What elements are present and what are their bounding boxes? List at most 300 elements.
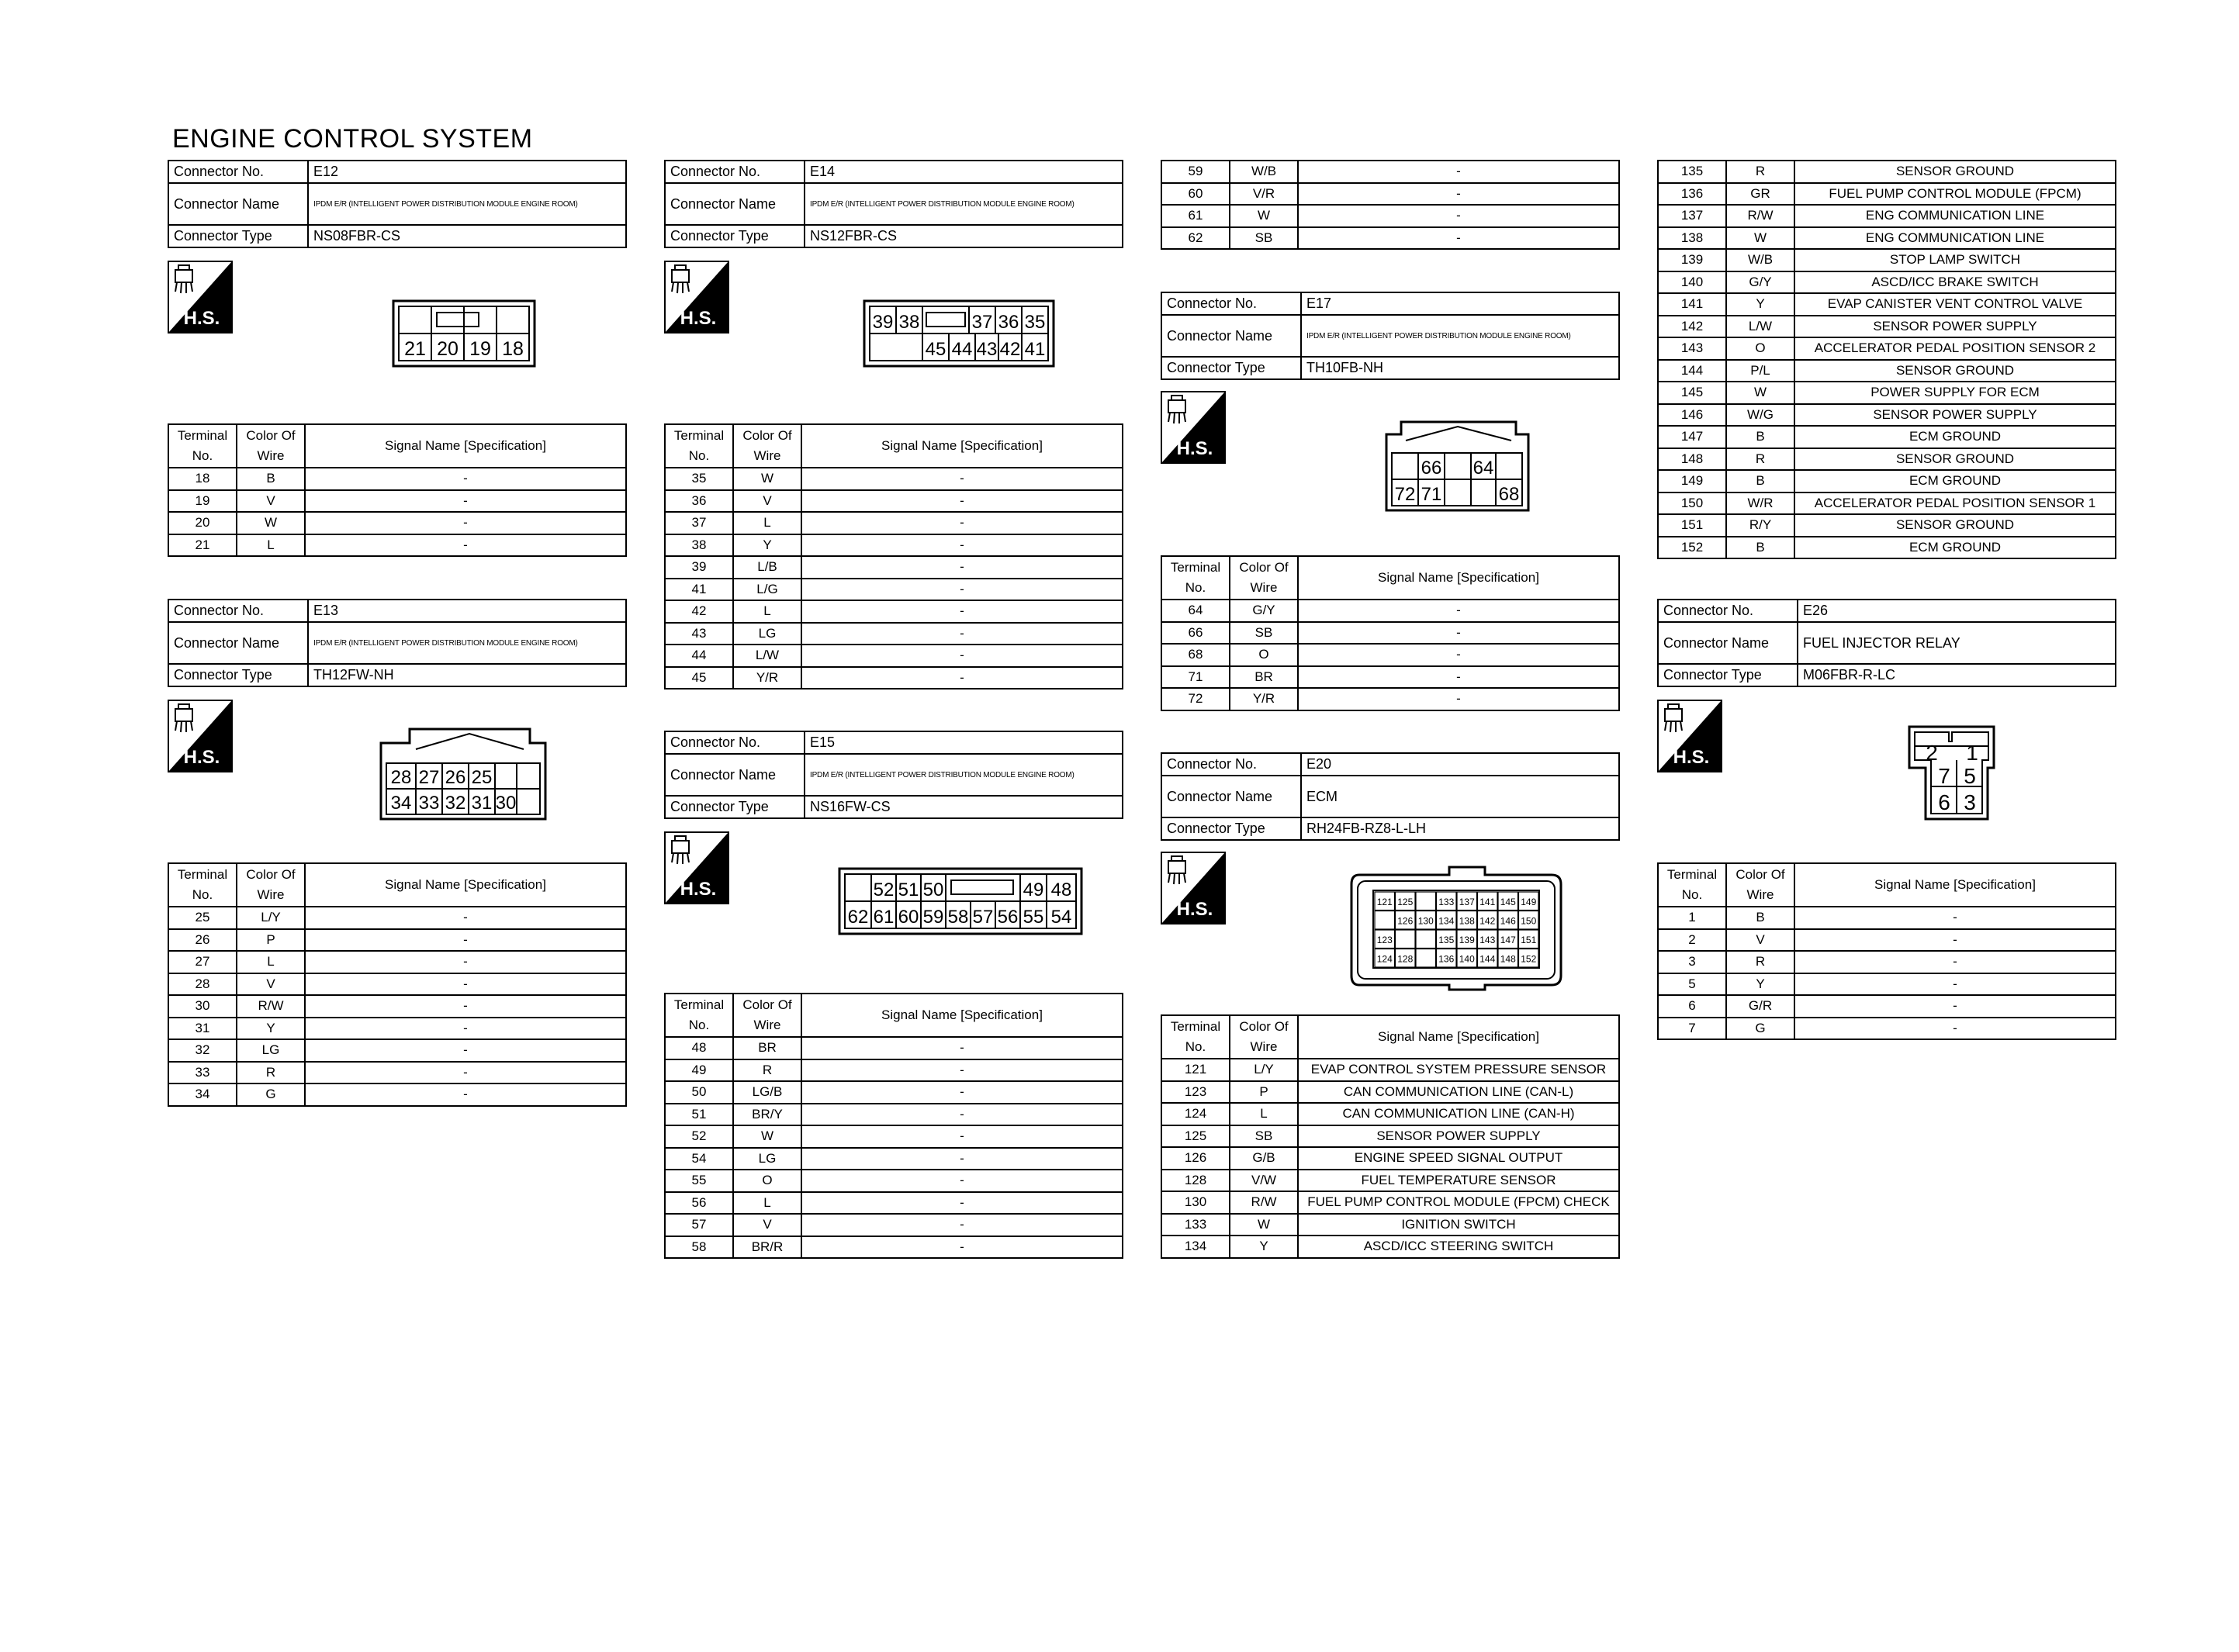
signal-name-cell: - <box>801 490 1123 513</box>
table-row <box>1658 360 2116 382</box>
label-connector-type: Connector Type <box>665 796 805 818</box>
signal-name-cell: POWER SUPPLY FOR ECM <box>1794 382 2116 404</box>
pin-label: 71 <box>1421 484 1442 505</box>
terminal-no-cell: 34 <box>168 1083 237 1106</box>
table-row <box>168 907 626 929</box>
table-row <box>168 1039 626 1062</box>
hs-badge-label: H.S. <box>680 879 717 900</box>
terminal-no-header: Terminal No. <box>665 424 733 468</box>
pin-label: 20 <box>437 338 459 360</box>
label-connector-no: Connector No. <box>665 731 805 754</box>
connector-e20-diagram <box>1348 864 1566 997</box>
terminal-no-cell: 59 <box>1161 161 1230 183</box>
terminal-no-cell: 142 <box>1658 316 1726 338</box>
terminal-no-cell: 18 <box>168 468 237 490</box>
harness-side-badge <box>1161 391 1226 464</box>
connector-e15-header <box>664 731 1123 819</box>
terminal-no-cell: 54 <box>665 1148 733 1170</box>
signal-name-cell: - <box>305 1062 626 1084</box>
wire-color-cell: R <box>1726 448 1794 471</box>
wire-color-cell: SB <box>1230 1125 1298 1148</box>
table-row <box>168 1018 626 1040</box>
signal-name-cell: - <box>305 490 626 513</box>
wire-color-cell: Y <box>1230 1236 1298 1258</box>
pin-label: 36 <box>998 312 1019 333</box>
connector-no-value: E12 <box>308 161 626 183</box>
table-row <box>1161 1125 1619 1148</box>
page-title: ENGINE CONTROL SYSTEM <box>172 124 533 154</box>
signal-name-header: Signal Name [Specification] <box>1298 556 1619 600</box>
terminal-no-cell: 32 <box>168 1039 237 1062</box>
signal-name-cell: FUEL TEMPERATURE SENSOR <box>1298 1170 1619 1192</box>
pin-label: 133 <box>1438 897 1455 907</box>
signal-name-cell: ENG COMMUNICATION LINE <box>1794 227 2116 250</box>
connector-e20-continued-table <box>1657 160 2116 559</box>
terminal-no-cell: 147 <box>1658 426 1726 448</box>
table-row <box>1161 183 1619 206</box>
hs-badge-label: H.S. <box>183 747 220 768</box>
signal-name-cell: SENSOR POWER SUPPLY <box>1794 316 2116 338</box>
wire-color-cell: B <box>1726 470 1794 492</box>
pin-label: 54 <box>1050 907 1072 928</box>
pin-label: 143 <box>1479 935 1496 945</box>
wire-color-cell: BR <box>733 1037 801 1059</box>
connector-e14-diagram <box>863 299 1057 373</box>
table-row <box>1658 514 2116 537</box>
signal-name-cell: - <box>1298 205 1619 227</box>
terminal-no-cell: 149 <box>1658 470 1726 492</box>
terminal-no-cell: 143 <box>1658 337 1726 360</box>
wire-color-cell: L <box>237 534 305 557</box>
table-row <box>665 490 1123 513</box>
table-row <box>1658 293 2116 316</box>
pin-label: 55 <box>1023 907 1044 928</box>
wire-color-cell: W <box>733 1125 801 1148</box>
terminal-no-cell: 6 <box>1658 995 1726 1018</box>
terminal-no-cell: 43 <box>665 623 733 645</box>
pin-label: 128 <box>1397 953 1414 965</box>
pin-label: 38 <box>898 312 920 333</box>
table-row <box>1161 1170 1619 1192</box>
terminal-no-cell: 61 <box>1161 205 1230 227</box>
signal-name-cell: - <box>801 1104 1123 1126</box>
terminal-no-cell: 72 <box>1161 688 1230 710</box>
pin-label: 57 <box>972 907 994 928</box>
pin-label: 42 <box>999 339 1021 360</box>
connector-name-value: IPDM E/R (INTELLIGENT POWER DISTRIBUTION MODULE ENGINE ROOM) <box>308 622 626 664</box>
wire-color-cell: V <box>733 1214 801 1236</box>
harness-side-badge <box>664 831 729 904</box>
terminal-no-cell: 60 <box>1161 183 1230 206</box>
connector-type-value: TH12FW-NH <box>308 664 626 686</box>
connector-type-value: TH10FB-NH <box>1301 357 1619 379</box>
signal-name-cell: - <box>305 995 626 1018</box>
table-row <box>1658 205 2116 227</box>
wire-color-cell: R <box>1726 951 1794 973</box>
pin-label: 68 <box>1498 484 1520 505</box>
signal-name-cell: - <box>1298 622 1619 645</box>
terminal-no-cell: 28 <box>168 973 237 996</box>
terminal-no-cell: 64 <box>1161 600 1230 622</box>
connector-name-value: FUEL INJECTOR RELAY <box>1798 622 2116 664</box>
table-row <box>1658 382 2116 404</box>
signal-name-cell: - <box>1794 929 2116 952</box>
table-row <box>1161 1214 1619 1236</box>
wire-color-cell: G/Y <box>1230 600 1298 622</box>
terminal-no-cell: 50 <box>665 1081 733 1104</box>
table-row <box>1658 227 2116 250</box>
wire-color-cell: Y <box>1726 973 1794 996</box>
signal-name-cell: FUEL PUMP CONTROL MODULE (FPCM) CHECK <box>1298 1191 1619 1214</box>
color-of-wire-header: Color Of Wire <box>237 424 305 468</box>
terminal-no-cell: 133 <box>1161 1214 1230 1236</box>
table-row <box>1161 205 1619 227</box>
signal-name-cell: - <box>305 468 626 490</box>
color-of-wire-header: Color Of Wire <box>1230 1015 1298 1059</box>
pin-label: 60 <box>898 907 919 928</box>
terminal-no-cell: 58 <box>665 1236 733 1259</box>
signal-name-cell: - <box>305 973 626 996</box>
signal-name-cell: ECM GROUND <box>1794 537 2116 559</box>
pin-label: 152 <box>1521 953 1537 965</box>
table-row <box>168 468 626 490</box>
table-row <box>665 1104 1123 1126</box>
table-row <box>665 1148 1123 1170</box>
wire-color-cell: G <box>1726 1018 1794 1040</box>
wire-color-cell: W <box>1230 205 1298 227</box>
table-row <box>665 1059 1123 1082</box>
terminal-no-cell: 49 <box>665 1059 733 1082</box>
pin-label: 149 <box>1521 897 1537 907</box>
pin-label: 18 <box>502 338 524 360</box>
terminal-no-cell: 135 <box>1658 161 1726 183</box>
terminal-no-cell: 42 <box>665 600 733 623</box>
wire-color-cell: LG/B <box>733 1081 801 1104</box>
table-row <box>168 1083 626 1106</box>
signal-name-cell: - <box>801 1059 1123 1082</box>
terminal-no-cell: 144 <box>1658 360 1726 382</box>
pin-label: 32 <box>445 793 466 814</box>
signal-name-cell: - <box>305 512 626 534</box>
table-row <box>665 579 1123 601</box>
pin-label: 39 <box>872 312 894 333</box>
table-row <box>1658 951 2116 973</box>
terminal-no-cell: 152 <box>1658 537 1726 559</box>
wire-color-cell: O <box>1230 644 1298 666</box>
pin-cavity <box>1416 930 1436 949</box>
terminal-no-cell: 21 <box>168 534 237 557</box>
pin-label: 52 <box>873 880 895 900</box>
wire-color-cell: L/Y <box>237 907 305 929</box>
terminal-no-cell: 66 <box>1161 622 1230 645</box>
wire-color-cell: L <box>733 512 801 534</box>
table-row <box>168 973 626 996</box>
table-row <box>1161 622 1619 645</box>
pin-label: 44 <box>951 339 973 360</box>
wire-color-cell: LG <box>237 1039 305 1062</box>
label-connector-no: Connector No. <box>1161 292 1301 315</box>
terminal-no-cell: 1 <box>1658 907 1726 929</box>
terminal-no-cell: 141 <box>1658 293 1726 316</box>
label-connector-name: Connector Name <box>1658 622 1798 664</box>
pin-label: 35 <box>1024 312 1046 333</box>
wire-color-cell: O <box>733 1170 801 1192</box>
terminal-no-cell: 25 <box>168 907 237 929</box>
signal-name-cell: - <box>801 1214 1123 1236</box>
signal-name-header: Signal Name [Specification] <box>305 863 626 907</box>
signal-name-cell: - <box>305 1039 626 1062</box>
wire-color-cell: O <box>1726 337 1794 360</box>
table-row <box>665 623 1123 645</box>
wire-color-cell: L <box>1230 1103 1298 1125</box>
pin-label: 126 <box>1397 915 1414 927</box>
wire-color-cell: L <box>733 1192 801 1215</box>
terminal-no-cell: 27 <box>168 951 237 973</box>
pin-label: 150 <box>1521 915 1537 927</box>
terminal-no-cell: 36 <box>665 490 733 513</box>
table-row <box>1658 249 2116 271</box>
pin-label: 25 <box>471 767 493 788</box>
table-row <box>1658 1018 2116 1040</box>
table-row <box>168 512 626 534</box>
pin-label: 72 <box>1394 484 1416 505</box>
wire-color-cell: W <box>1726 382 1794 404</box>
table-row <box>1658 470 2116 492</box>
wire-color-cell: B <box>1726 426 1794 448</box>
wire-color-cell: B <box>1726 537 1794 559</box>
connector-e14-terminal-table <box>664 423 1123 689</box>
table-row <box>1161 666 1619 689</box>
connector-e20-terminal-table <box>1161 1014 1620 1259</box>
harness-side-badge <box>1161 852 1226 924</box>
table-row <box>1161 1081 1619 1104</box>
terminal-no-cell: 136 <box>1658 183 1726 206</box>
wire-color-cell: W <box>733 468 801 490</box>
signal-name-cell: - <box>1794 1018 2116 1040</box>
wire-color-cell: L/G <box>733 579 801 601</box>
signal-name-cell: - <box>1298 183 1619 206</box>
pin-cavity <box>1375 911 1395 930</box>
wire-color-cell: LG <box>733 1148 801 1170</box>
pin-label: 37 <box>971 312 993 333</box>
connector-name-value: IPDM E/R (INTELLIGENT POWER DISTRIBUTION MODULE ENGINE ROOM) <box>1301 315 1619 357</box>
pin-label: 30 <box>495 793 517 814</box>
label-connector-type: Connector Type <box>1658 664 1798 686</box>
pin-label: 49 <box>1023 880 1044 900</box>
harness-side-badge <box>168 261 233 334</box>
wire-color-cell: Y <box>733 534 801 557</box>
color-of-wire-header: Color Of Wire <box>237 863 305 907</box>
table-row <box>665 1170 1123 1192</box>
table-row <box>168 1062 626 1084</box>
signal-name-cell: SENSOR POWER SUPPLY <box>1298 1125 1619 1148</box>
connector-name-value: IPDM E/R (INTELLIGENT POWER DISTRIBUTION MODULE ENGINE ROOM) <box>308 183 626 225</box>
pin-label: 31 <box>471 793 493 814</box>
pin-label: 19 <box>469 338 491 360</box>
signal-name-cell: - <box>305 951 626 973</box>
signal-name-cell: ACCELERATOR PEDAL POSITION SENSOR 1 <box>1794 492 2116 515</box>
signal-name-cell: - <box>801 600 1123 623</box>
signal-name-cell: - <box>1298 644 1619 666</box>
terminal-no-cell: 48 <box>665 1037 733 1059</box>
pin-label: 125 <box>1397 897 1414 907</box>
table-row <box>665 1214 1123 1236</box>
terminal-no-cell: 7 <box>1658 1018 1726 1040</box>
pin-label: 27 <box>418 767 440 788</box>
wire-color-cell: V <box>237 973 305 996</box>
connector-name-value: IPDM E/R (INTELLIGENT POWER DISTRIBUTION MODULE ENGINE ROOM) <box>805 754 1123 796</box>
wire-color-cell: G/Y <box>1726 271 1794 294</box>
terminal-no-cell: 71 <box>1161 666 1230 689</box>
harness-side-badge <box>1657 700 1722 772</box>
pin-label: 141 <box>1479 897 1496 907</box>
signal-name-header: Signal Name [Specification] <box>801 994 1123 1037</box>
label-connector-name: Connector Name <box>168 622 308 664</box>
terminal-no-cell: 148 <box>1658 448 1726 471</box>
signal-name-cell: ENGINE SPEED SIGNAL OUTPUT <box>1298 1147 1619 1170</box>
wire-color-cell: B <box>1726 907 1794 929</box>
wire-color-cell: W/B <box>1230 161 1298 183</box>
pin-label: 147 <box>1500 935 1516 945</box>
label-connector-name: Connector Name <box>1161 776 1301 817</box>
pin-cavity <box>1416 892 1436 911</box>
pin-label: 137 <box>1459 897 1475 907</box>
connector-e15-continued-table <box>1161 160 1620 250</box>
signal-name-cell: SENSOR GROUND <box>1794 161 2116 183</box>
connector-e26-terminal-table <box>1657 862 2116 1040</box>
pin-label: 59 <box>922 907 944 928</box>
terminal-no-cell: 2 <box>1658 929 1726 952</box>
table-row <box>1161 1103 1619 1125</box>
table-row <box>665 1125 1123 1148</box>
label-connector-name: Connector Name <box>168 183 308 225</box>
pin-label: 121 <box>1376 897 1393 907</box>
pin-label: 136 <box>1438 953 1455 965</box>
wire-color-cell: W/B <box>1726 249 1794 271</box>
pin-label: 145 <box>1500 897 1516 907</box>
pin-label: 7 <box>1938 764 1950 788</box>
terminal-no-cell: 51 <box>665 1104 733 1126</box>
signal-name-cell: SENSOR GROUND <box>1794 360 2116 382</box>
table-row <box>1658 161 2116 183</box>
connector-no-value: E20 <box>1301 753 1619 776</box>
pin-label: 34 <box>390 793 412 814</box>
signal-name-cell: - <box>305 534 626 557</box>
terminal-no-cell: 124 <box>1161 1103 1230 1125</box>
wire-color-cell: R/W <box>237 995 305 1018</box>
terminal-no-header: Terminal No. <box>168 863 237 907</box>
signal-name-cell: SENSOR POWER SUPPLY <box>1794 404 2116 427</box>
signal-name-cell: - <box>801 667 1123 689</box>
connector-e12-header <box>168 160 627 248</box>
connector-name-value: ECM <box>1301 776 1619 817</box>
signal-name-cell: STOP LAMP SWITCH <box>1794 249 2116 271</box>
terminal-no-cell: 3 <box>1658 951 1726 973</box>
wire-color-cell: Y <box>1726 293 1794 316</box>
pin-label: 124 <box>1376 953 1393 965</box>
signal-name-cell: - <box>1298 227 1619 250</box>
signal-name-cell: CAN COMMUNICATION LINE (CAN-L) <box>1298 1081 1619 1104</box>
table-row <box>168 534 626 557</box>
wire-color-cell: R/W <box>1726 205 1794 227</box>
terminal-no-cell: 62 <box>1161 227 1230 250</box>
wire-color-cell: L <box>237 951 305 973</box>
hs-badge-label: H.S. <box>1176 438 1213 459</box>
connector-e12-diagram <box>392 299 539 373</box>
signal-name-cell: - <box>801 556 1123 579</box>
label-connector-no: Connector No. <box>168 161 308 183</box>
terminal-no-cell: 140 <box>1658 271 1726 294</box>
table-row <box>665 468 1123 490</box>
wire-color-cell: P <box>1230 1081 1298 1104</box>
terminal-no-cell: 137 <box>1658 205 1726 227</box>
connector-e17-terminal-table <box>1161 555 1620 711</box>
terminal-no-cell: 19 <box>168 490 237 513</box>
signal-name-cell: - <box>1298 161 1619 183</box>
table-row <box>1161 688 1619 710</box>
wire-color-cell: W <box>1230 1214 1298 1236</box>
wire-color-cell: V <box>1726 929 1794 952</box>
table-row <box>665 600 1123 623</box>
pin-label: 1 <box>1966 741 1978 765</box>
table-row <box>1658 973 2116 996</box>
table-row <box>1161 644 1619 666</box>
connector-no-value: E26 <box>1798 600 2116 622</box>
table-row <box>1658 404 2116 427</box>
connector-e26-diagram <box>1907 724 1997 826</box>
terminal-no-cell: 128 <box>1161 1170 1230 1192</box>
terminal-no-cell: 39 <box>665 556 733 579</box>
table-row <box>1658 537 2116 559</box>
signal-name-cell: - <box>1794 907 2116 929</box>
connector-no-value: E14 <box>805 161 1123 183</box>
terminal-no-header: Terminal No. <box>1658 863 1726 907</box>
connector-e14-header <box>664 160 1123 248</box>
signal-name-cell: ECM GROUND <box>1794 470 2116 492</box>
terminal-no-header: Terminal No. <box>168 424 237 468</box>
signal-name-cell: ENG COMMUNICATION LINE <box>1794 205 2116 227</box>
table-row <box>665 1081 1123 1104</box>
terminal-no-cell: 125 <box>1161 1125 1230 1148</box>
table-row <box>665 1037 1123 1059</box>
connector-e13-diagram <box>379 723 549 828</box>
connector-no-value: E17 <box>1301 292 1619 315</box>
terminal-no-header: Terminal No. <box>1161 1015 1230 1059</box>
wire-color-cell: P/L <box>1726 360 1794 382</box>
pin-label: 28 <box>390 767 412 788</box>
connector-e15-terminal-table <box>664 993 1123 1259</box>
terminal-no-cell: 30 <box>168 995 237 1018</box>
pin-label: 2 <box>1926 741 1938 765</box>
terminal-no-cell: 150 <box>1658 492 1726 515</box>
connector-type-value: NS12FBR-CS <box>805 225 1123 247</box>
pin-label: 64 <box>1472 458 1494 479</box>
wire-color-cell: V/R <box>1230 183 1298 206</box>
connector-e20-header <box>1161 752 1620 841</box>
pin-label: 56 <box>997 907 1019 928</box>
signal-name-cell: - <box>1794 973 2116 996</box>
terminal-no-cell: 44 <box>665 645 733 667</box>
table-row <box>1161 161 1619 183</box>
table-row <box>1161 1236 1619 1258</box>
wire-color-cell: W/G <box>1726 404 1794 427</box>
connector-e12-terminal-table <box>168 423 627 557</box>
signal-name-cell: - <box>1794 995 2116 1018</box>
terminal-no-header: Terminal No. <box>665 994 733 1037</box>
connector-e15-diagram <box>838 867 1086 941</box>
label-connector-type: Connector Type <box>665 225 805 247</box>
signal-name-header: Signal Name [Specification] <box>305 424 626 468</box>
